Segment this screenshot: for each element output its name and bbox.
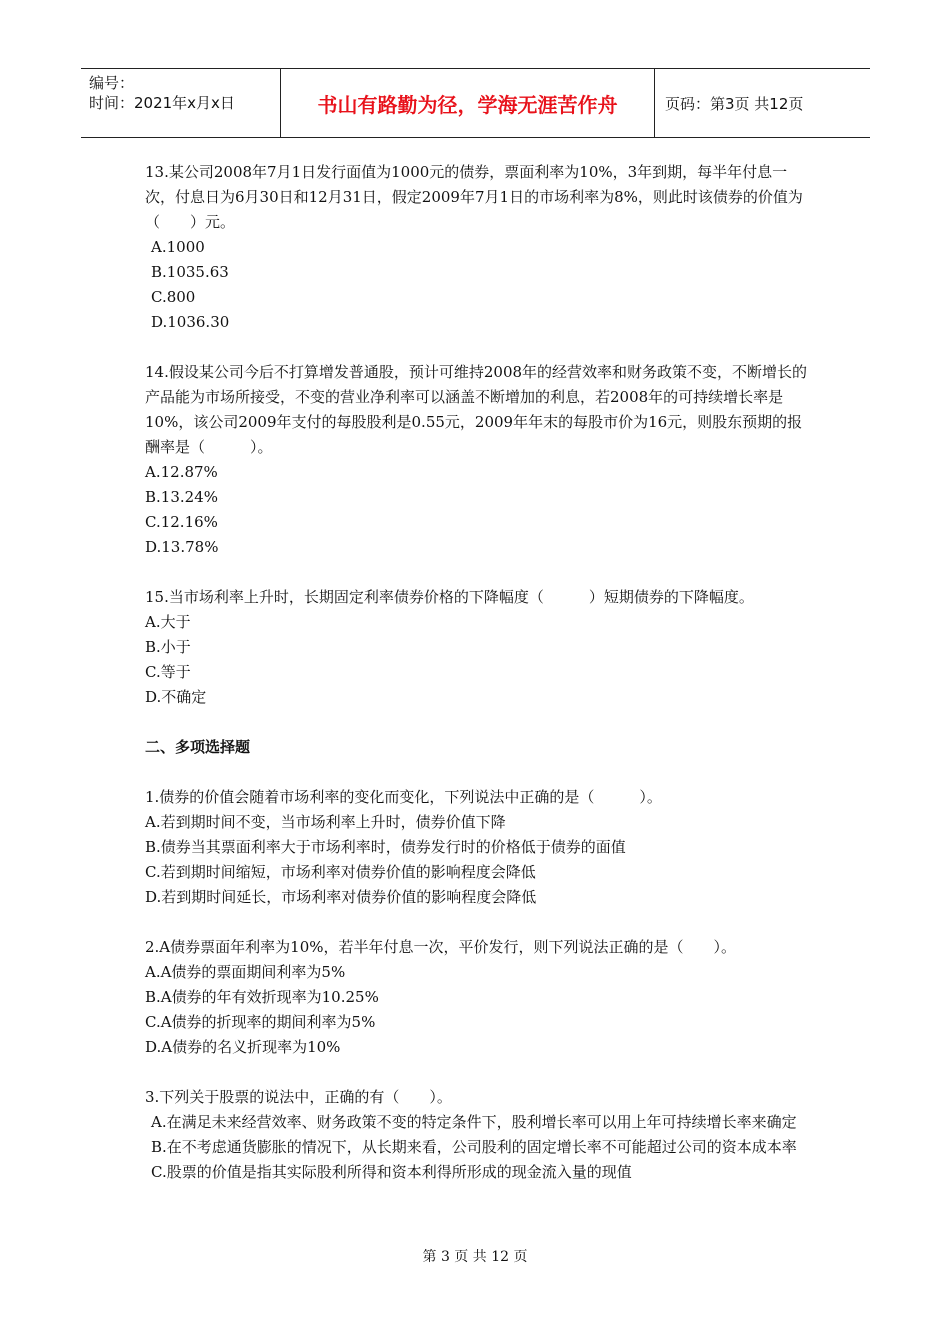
question-stem: 3.下列关于股票的说法中，正确的有（ ）。 [145,1088,452,1106]
section-title: 二、多项选择题 [145,738,251,756]
option-b: B.1035.63 [151,263,229,281]
option-c: C.若到期时间缩短，市场利率对债券价值的影响程度会降低 [145,863,536,881]
question-15 [145,585,810,710]
multi-question-1 [145,785,810,910]
page-content [145,160,810,1185]
document-header [81,68,870,138]
option-c: C.股票的价值是指其实际股利所得和资本利得所形成的现金流入量的现值 [151,1163,632,1181]
option-b: B.A债券的年有效折现率为10.25% [145,988,379,1006]
question-stem: 15.当市场利率上升时，长期固定利率债券价格的下降幅度（ ）短期债券的下降幅度。 [145,588,754,606]
question-stem: 14.假设某公司今后不打算增发普通股，预计可维持2008年的经营效率和财务政策不变，不断增长的产品能为市场所接受，不变的营业净利率可以涵盖不断增加的利息，若2008年的可持续增长率是10%，该公司2009年支付的每股股利是0.55元，2009年年末的每股市价为16元，则股东预期的报酬率是（ ）。 [145,363,808,456]
question-stem: 2.A债券票面年利率为10%，若半年付息一次，平价发行，则下列说法正确的是（ ）。 [145,938,736,956]
option-d: D.A债券的名义折现率为10% [145,1038,341,1056]
option-a: A.若到期时间不变，当市场利率上升时，债券价值下降 [145,813,506,831]
multi-question-3 [145,1085,810,1185]
option-b: B.13.24% [145,488,218,506]
option-c: C.A债券的折现率的期间利率为5% [145,1013,376,1031]
option-a: A.12.87% [145,463,218,481]
option-c: C.800 [151,288,196,306]
option-a: A.在满足未来经营效率、财务政策不变的特定条件下，股利增长率可以用上年可持续增长率来确定 [151,1113,797,1131]
option-b: B.债券当其票面利率大于市场利率时，债券发行时的价格低于债券的面值 [145,838,626,856]
number-label: 编号： [89,74,135,92]
option-c: C.等于 [145,663,191,681]
option-a: A.A债券的票面期间利率为5% [145,963,346,981]
option-b: B.在不考虑通货膨胀的情况下，从长期来看，公司股利的固定增长率不可能超过公司的资本成本率 [151,1138,797,1156]
option-d: D.若到期时间延长，市场利率对债券价值的影响程度会降低 [145,888,537,906]
option-d: D.1036.30 [151,313,230,331]
option-b: B.小于 [145,638,191,656]
question-stem: 13.某公司2008年7月1日发行面值为1000元的债券，票面利率为10%，3年到期，每半年付息一次，付息日为6月30日和12月31日，假定2009年7月1日的市场利率为8%，则此时该债券的价值为（ ）元。 [145,163,803,231]
option-d: D.13.78% [145,538,219,556]
option-c: C.12.16% [145,513,218,531]
question-13 [145,160,810,335]
option-a: A.大于 [145,613,191,631]
header-motto: 书山有路勤为径，学海无涯苦作舟 [281,69,655,137]
question-stem: 1.债券的价值会随着市场利率的变化而变化，下列说法中正确的是（ ）。 [145,788,662,806]
option-d: D.不确定 [145,688,207,706]
page-footer: 第 3 页 共 12 页 [422,1249,528,1265]
header-page-label: 页码：第3页 共12页 [665,94,804,113]
time-label: 时间：2021年x月x日 [89,94,235,112]
option-a: A.1000 [151,238,205,256]
question-14 [145,360,810,560]
header-meta-cell [81,69,281,137]
multi-question-2 [145,935,810,1060]
